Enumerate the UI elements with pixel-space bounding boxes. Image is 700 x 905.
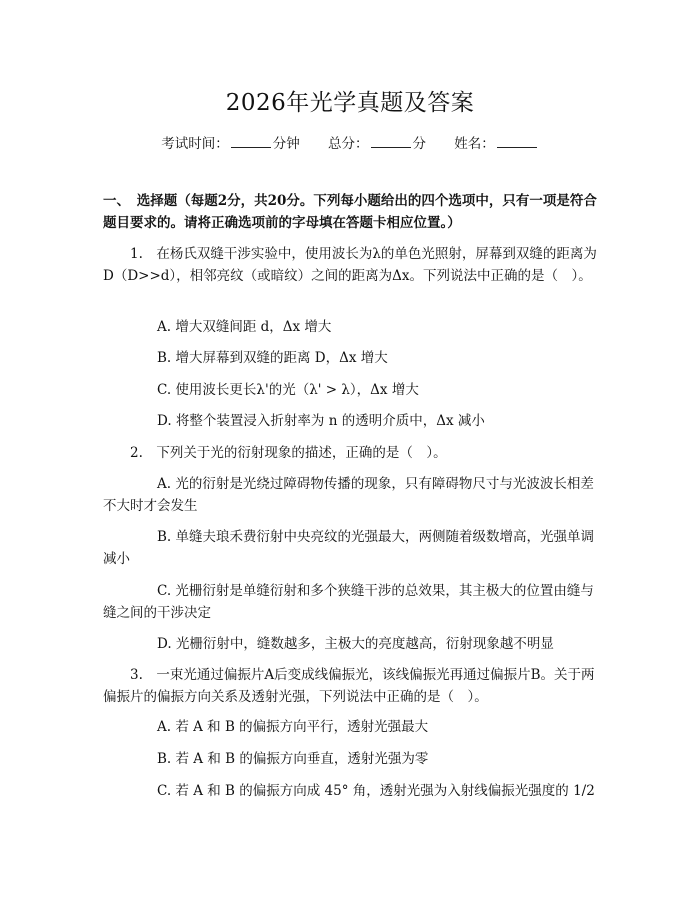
name-field <box>454 132 539 152</box>
total-score-unit: 分 <box>412 136 426 152</box>
question-1-stem: 1. 在杨氏双缝干涉实验中，使用波长为λ的单色光照射，屏幕到双缝的距离为D（D>>d），相邻亮纹（或暗纹）之间的距离为Δx。下列说法中正确的是（ ）。 <box>103 246 597 284</box>
question-1-option-b: B. 增大屏幕到双缝的距离 D，Δx 增大 <box>157 350 388 366</box>
exam-time-label: 考试时间： <box>161 136 229 152</box>
total-score-field <box>328 132 426 152</box>
question-3-stem: 3. 一束光通过偏振片A后变成线偏振光，该线偏振光再通过偏振片B。关于两偏振片的偏振方向关系及透射光强，下列说法中正确的是（ ）。 <box>103 667 595 705</box>
page-title: 2026年光学真题及答案 <box>225 90 475 116</box>
exam-time-blank <box>231 134 271 148</box>
section-heading: 一、 选择题（每题2分，共20分。下列每小题给出的四个选项中，只有一项是符合题目要求的。请将正确选项前的字母填在答题卡相应位置。） <box>103 193 597 231</box>
question-2-option-c: C. 光栅衍射是单缝衍射和多个狭缝干涉的总效果，其主极大的位置由缝与缝之间的干涉决定 <box>103 583 594 621</box>
question-1-option-d: D. 将整个装置浸入折射率为 n 的透明介质中，Δx 减小 <box>157 413 485 429</box>
question-3-option-b: B. 若 A 和 B 的偏振方向垂直，透射光强为零 <box>157 751 429 767</box>
total-score-blank <box>371 134 411 148</box>
question-1-option-a: A. 增大双缝间距 d，Δx 增大 <box>157 319 332 335</box>
question-1-option-c: C. 使用波长更长λ'的光（λ' > λ），Δx 增大 <box>157 382 419 398</box>
total-score-label: 总分： <box>328 136 369 152</box>
question-3-option-c: C. 若 A 和 B 的偏振方向成 45° 角，透射光强为入射线偏振光强度的 1/2 <box>157 783 595 799</box>
question-2-option-b: B. 单缝夫琅禾费衍射中央亮纹的光强最大，两侧随着级数增高，光强单调减小 <box>103 529 595 567</box>
question-3-option-a: A. 若 A 和 B 的偏振方向平行，透射光强最大 <box>157 719 429 735</box>
question-2-stem: 2. 下列关于光的衍射现象的描述，正确的是（ ）。 <box>130 445 447 461</box>
exam-time-unit: 分钟 <box>272 136 300 152</box>
exam-info-line <box>0 132 700 152</box>
name-blank <box>497 134 537 148</box>
name-label: 姓名： <box>454 136 495 152</box>
question-2-option-a: A. 光的衍射是光绕过障碍物传播的现象，只有障碍物尺寸与光波波长相差不大时才会发生 <box>103 476 594 514</box>
exam-time-field <box>161 132 300 152</box>
question-2-option-d: D. 光栅衍射中，缝数越多，主极大的亮度越高，衍射现象越不明显 <box>157 636 554 652</box>
